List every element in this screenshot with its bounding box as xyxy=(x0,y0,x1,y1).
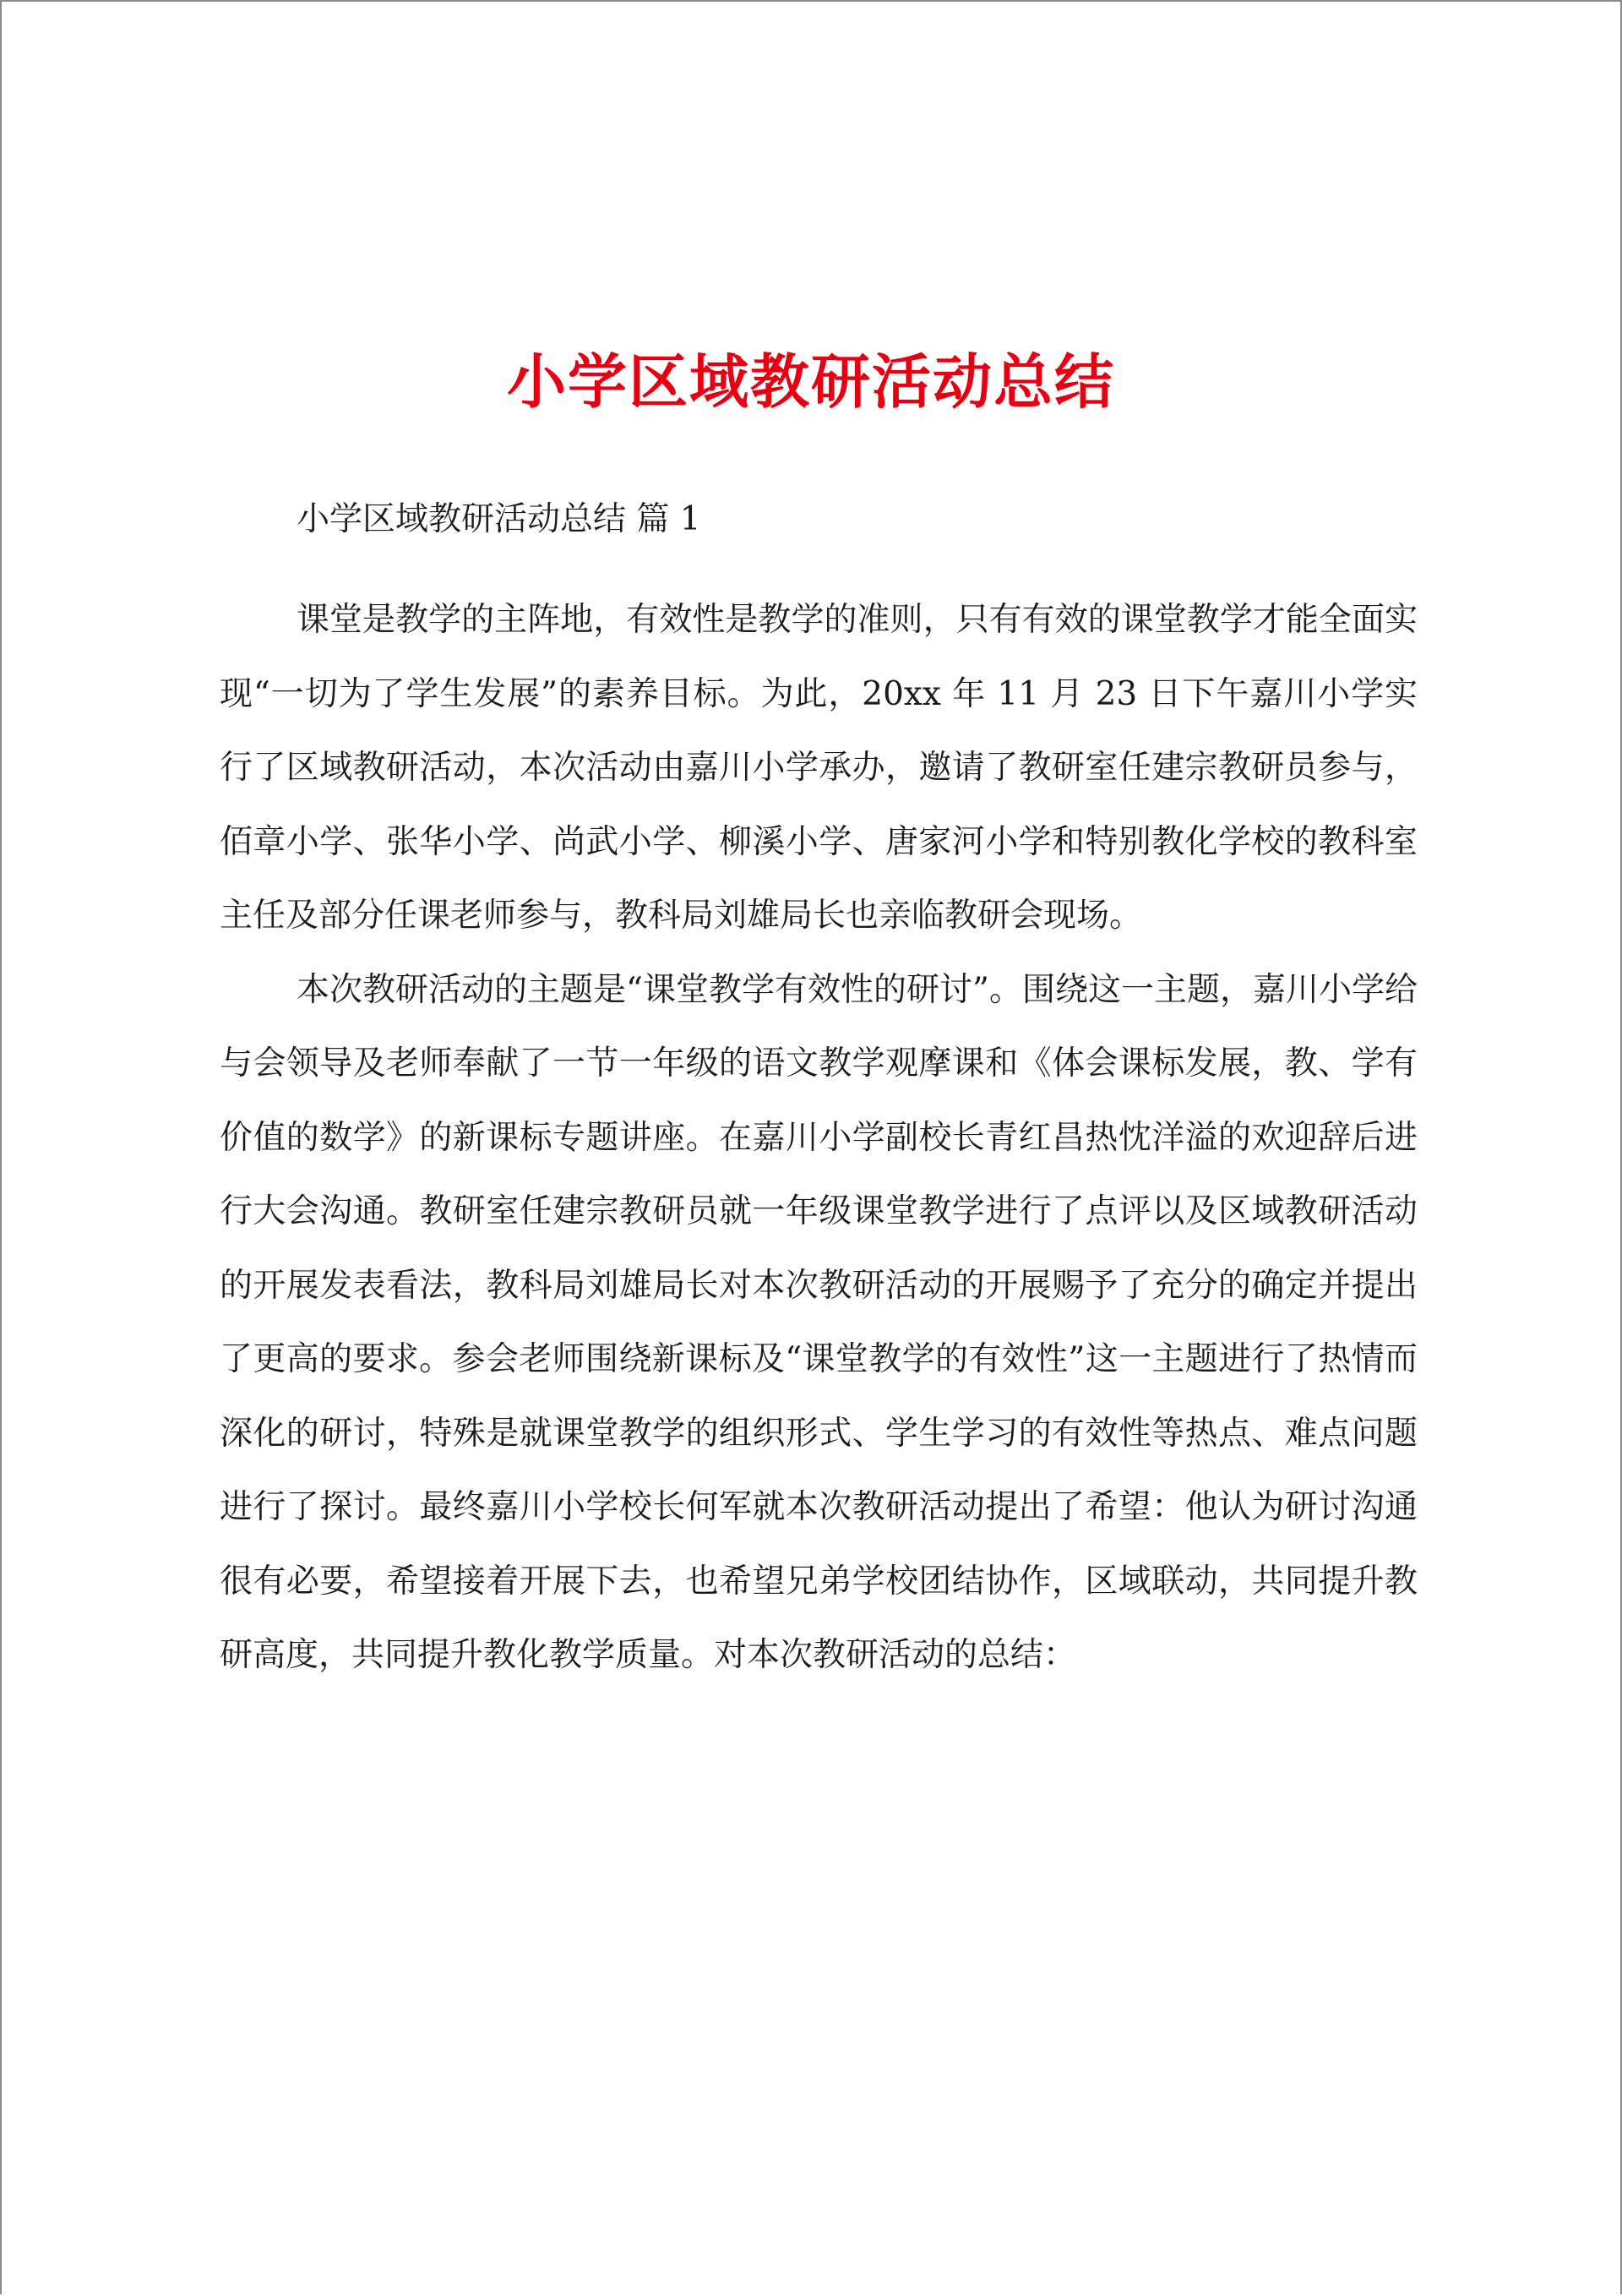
section-heading: 小学区域教研活动总结 篇 1 xyxy=(297,500,701,538)
body-paragraph-1: 课堂是教学的主阵地，有效性是教学的准则，只有有效的课堂教学才能全面实现“一切为了学生发展”的素养目标。为此，20xx 年 11 月 23 日下午嘉川小学实行了区域教研活动，本次活动由嘉川小学承办，邀请了教研室任建宗教研员参与，佰章小学、张华小学、尚武小学、柳溪小学、唐家河小学和特别教化学校的教科室主任及部分任课老师参与，教科局刘雄局长也亲临教研会现场。 xyxy=(220,601,1418,935)
body-paragraph-2: 本次教研活动的主题是“课堂教学有效性的研讨”。围绕这一主题，嘉川小学给与会领导及老师奉献了一节一年级的语文教学观摩课和《体会课标发展，教、学有价值的数学》的新课标专题讲座。在嘉川小学副校长青红昌热忱洋溢的欢迎辞后进行大会沟通。教研室任建宗教研员就一年级课堂教学进行了点评以及区域教研活动的开展发表看法，教科局刘雄局长对本次教研活动的开展赐予了充分的确定并提出了更高的要求。参会老师围绕新课标及“课堂教学的有效性”这一主题进行了热情而深化的研讨，特殊是就课堂教学的组织形式、学生学习的有效性等热点、难点问题进行了探讨。最终嘉川小学校长何军就本次教研活动提出了希望：他认为研讨沟通很有必要，希望接着开展下去，也希望兄弟学校团结协作，区域联动，共同提升教研高度，共同提升教化教学质量。对本次教研活动的总结： xyxy=(220,970,1418,1674)
document-body xyxy=(220,583,1418,1693)
document-title: 小学区域教研活动总结 xyxy=(507,346,1115,417)
